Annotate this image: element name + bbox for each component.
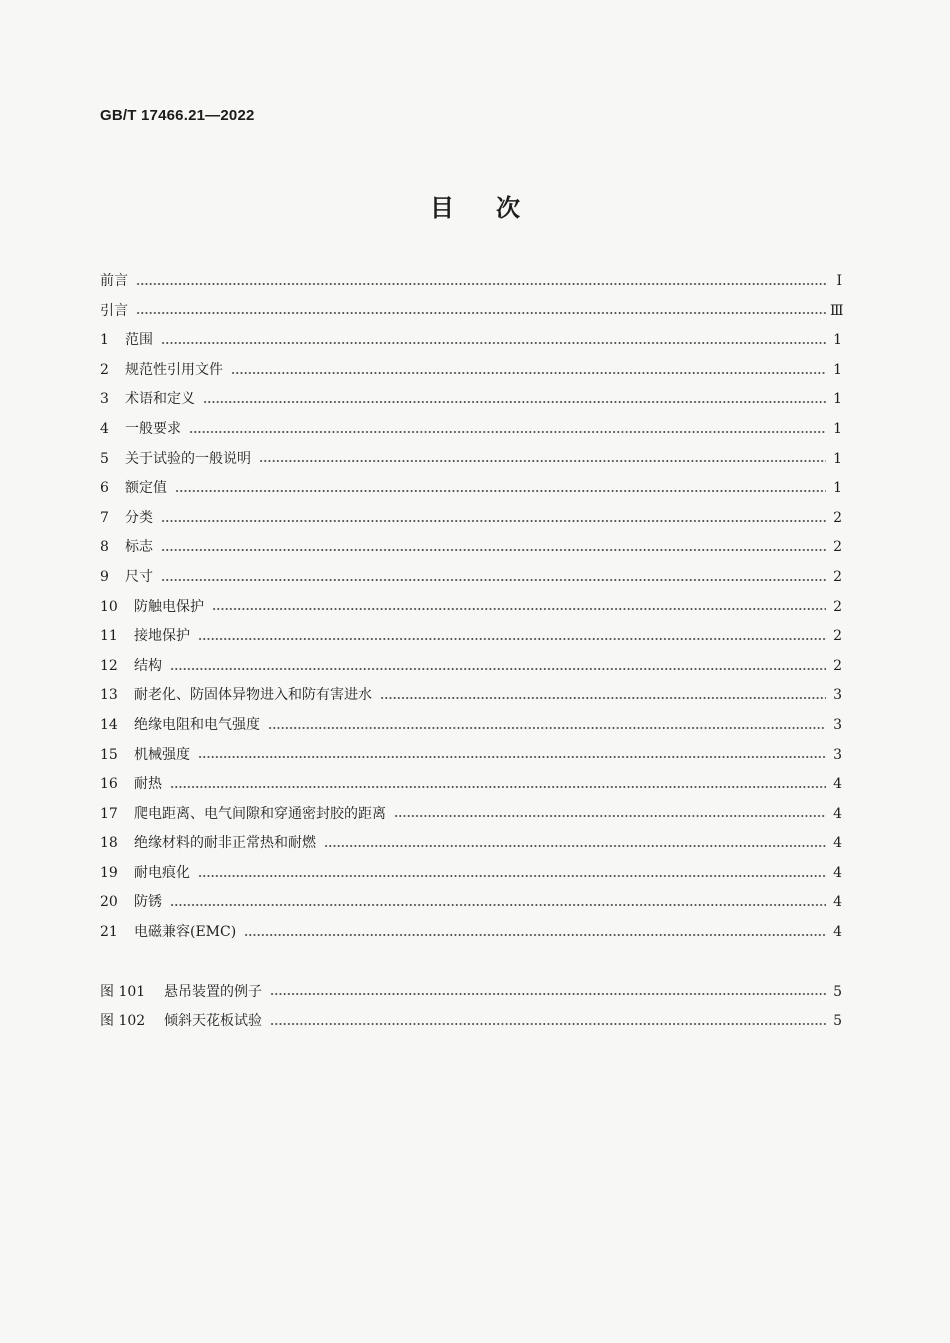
toc-entry-number: 3 xyxy=(100,391,109,408)
toc-entry[interactable] xyxy=(100,622,842,652)
toc-entry-page: 1 xyxy=(833,450,842,467)
toc-entry[interactable] xyxy=(100,859,842,889)
figure-entry[interactable] xyxy=(100,1007,842,1037)
toc-entry-page: 4 xyxy=(833,835,842,852)
table-of-contents xyxy=(100,267,842,1037)
dot-leader xyxy=(198,756,826,758)
dot-leader xyxy=(136,312,826,314)
dot-leader xyxy=(189,431,826,433)
toc-entry-title: 额定值 xyxy=(125,480,167,497)
toc-entry-page: 2 xyxy=(833,568,842,585)
toc-entry-number: 17 xyxy=(100,805,118,822)
dot-leader xyxy=(212,608,826,610)
toc-entry-number: 2 xyxy=(100,361,109,378)
figure-title: 倾斜天花板试验 xyxy=(164,1013,262,1030)
dot-leader xyxy=(270,1023,826,1025)
toc-entry-number: 5 xyxy=(100,450,109,467)
toc-entry-number: 13 xyxy=(100,687,118,704)
toc-entry-title: 引言 xyxy=(100,302,128,319)
toc-entry-title: 防触电保护 xyxy=(134,598,204,615)
toc-entry-page: 2 xyxy=(833,628,842,645)
toc-entry-page: 4 xyxy=(833,864,842,881)
toc-entry[interactable] xyxy=(100,888,842,918)
toc-entry[interactable] xyxy=(100,533,842,563)
toc-entry-number: 20 xyxy=(100,894,118,911)
toc-entry-title: 爬电距离、电气间隙和穿通密封胶的距离 xyxy=(134,805,386,822)
toc-entry-page: 2 xyxy=(833,509,842,526)
toc-entry-number: 4 xyxy=(100,420,109,437)
figure-page: 5 xyxy=(833,983,842,1000)
toc-entry-page: 1 xyxy=(833,480,842,497)
toc-entry-title: 电磁兼容(EMC) xyxy=(134,924,237,941)
figure-label: 图 101 xyxy=(100,983,146,1000)
figure-entry[interactable] xyxy=(100,978,842,1008)
dot-leader xyxy=(136,283,826,285)
dot-leader xyxy=(170,786,826,788)
toc-entry-number: 12 xyxy=(100,657,118,674)
toc-entry[interactable] xyxy=(100,504,842,534)
dot-leader xyxy=(161,342,826,344)
toc-entry-title: 结构 xyxy=(134,657,162,674)
dot-leader xyxy=(380,697,826,699)
toc-entry-number: 6 xyxy=(100,480,109,497)
toc-entry-title: 绝缘材料的耐非正常热和耐燃 xyxy=(134,835,316,852)
toc-entry-number: 21 xyxy=(100,924,118,941)
dot-leader xyxy=(259,460,826,462)
toc-entry[interactable] xyxy=(100,918,842,948)
toc-entry[interactable] xyxy=(100,326,842,356)
toc-entry-title: 关于试验的一般说明 xyxy=(125,450,251,467)
dot-leader xyxy=(203,401,826,403)
toc-entry-number: 1 xyxy=(100,332,109,349)
toc-entry[interactable] xyxy=(100,297,842,327)
standard-code: GB/T 17466.21—2022 xyxy=(100,107,255,124)
toc-entry-page: Ⅰ xyxy=(836,273,842,289)
toc-entry[interactable] xyxy=(100,267,842,297)
toc-entry-page: 4 xyxy=(833,776,842,793)
toc-entry-page: 3 xyxy=(833,746,842,763)
toc-entry[interactable] xyxy=(100,356,842,386)
toc-entry-title: 机械强度 xyxy=(134,746,190,763)
toc-entry[interactable] xyxy=(100,563,842,593)
toc-entry-title: 防锈 xyxy=(134,894,162,911)
page-title: 目次 xyxy=(430,193,562,222)
toc-entry-title: 绝缘电阻和电气强度 xyxy=(134,716,260,733)
dot-leader xyxy=(170,668,826,670)
toc-entry-title: 分类 xyxy=(125,509,153,526)
toc-entry-page: Ⅲ xyxy=(830,302,844,319)
toc-entry[interactable] xyxy=(100,681,842,711)
toc-entry-page: 1 xyxy=(833,391,842,408)
toc-entry-title: 标志 xyxy=(125,539,153,556)
toc-entry-page: 1 xyxy=(833,420,842,437)
toc-entry[interactable] xyxy=(100,474,842,504)
toc-entry-title: 规范性引用文件 xyxy=(125,361,223,378)
toc-entry-number: 7 xyxy=(100,509,109,526)
toc-entry-page: 3 xyxy=(833,716,842,733)
toc-entry-page: 1 xyxy=(833,361,842,378)
toc-entry[interactable] xyxy=(100,711,842,741)
toc-entry-title: 尺寸 xyxy=(125,568,153,585)
toc-entry-page: 4 xyxy=(833,894,842,911)
toc-entry-title: 一般要求 xyxy=(125,420,181,437)
toc-entry-number: 9 xyxy=(100,568,109,585)
toc-entry-number: 19 xyxy=(100,864,118,881)
toc-entry-page: 2 xyxy=(833,539,842,556)
dot-leader xyxy=(270,993,826,995)
figure-label: 图 102 xyxy=(100,1013,146,1030)
dot-leader xyxy=(198,638,826,640)
toc-entry[interactable] xyxy=(100,770,842,800)
dot-leader xyxy=(170,904,826,906)
toc-entry-number: 14 xyxy=(100,716,118,733)
toc-entry-title: 接地保护 xyxy=(134,628,190,645)
toc-entry-number: 15 xyxy=(100,746,118,763)
toc-entry-title: 耐老化、防固体异物进入和防有害进水 xyxy=(134,687,372,704)
toc-entry-number: 16 xyxy=(100,776,118,793)
toc-entry-title: 耐热 xyxy=(134,776,162,793)
toc-entry-page: 4 xyxy=(833,805,842,822)
dot-leader xyxy=(161,520,826,522)
toc-entry-number: 11 xyxy=(100,628,118,645)
toc-entry-number: 18 xyxy=(100,835,118,852)
dot-leader xyxy=(394,815,826,817)
toc-entry[interactable] xyxy=(100,741,842,771)
toc-entry[interactable] xyxy=(100,800,842,830)
dot-leader xyxy=(231,372,826,374)
dot-leader xyxy=(161,549,826,551)
dot-leader xyxy=(175,490,826,492)
toc-entry[interactable] xyxy=(100,593,842,623)
toc-entry-page: 1 xyxy=(833,332,842,349)
toc-entry-page: 2 xyxy=(833,598,842,615)
dot-leader xyxy=(198,875,826,877)
toc-entry[interactable] xyxy=(100,829,842,859)
toc-entry-title: 范围 xyxy=(125,332,153,349)
toc-entry[interactable] xyxy=(100,445,842,475)
toc-entry[interactable] xyxy=(100,415,842,445)
dot-leader xyxy=(244,934,826,936)
toc-entry-number: 10 xyxy=(100,598,118,615)
toc-entry-page: 2 xyxy=(833,657,842,674)
toc-entry-title: 耐电痕化 xyxy=(134,864,190,881)
figure-page: 5 xyxy=(833,1013,842,1030)
toc-entry-title: 术语和定义 xyxy=(125,391,195,408)
toc-entry-number: 8 xyxy=(100,539,109,556)
figure-title: 悬吊装置的例子 xyxy=(164,983,262,1000)
toc-entry[interactable] xyxy=(100,385,842,415)
toc-entry-title: 前言 xyxy=(100,273,128,289)
toc-entry-page: 4 xyxy=(833,924,842,941)
dot-leader xyxy=(268,727,826,729)
toc-entry[interactable] xyxy=(100,652,842,682)
toc-entry-page: 3 xyxy=(833,687,842,704)
dot-leader xyxy=(324,845,826,847)
dot-leader xyxy=(161,579,826,581)
